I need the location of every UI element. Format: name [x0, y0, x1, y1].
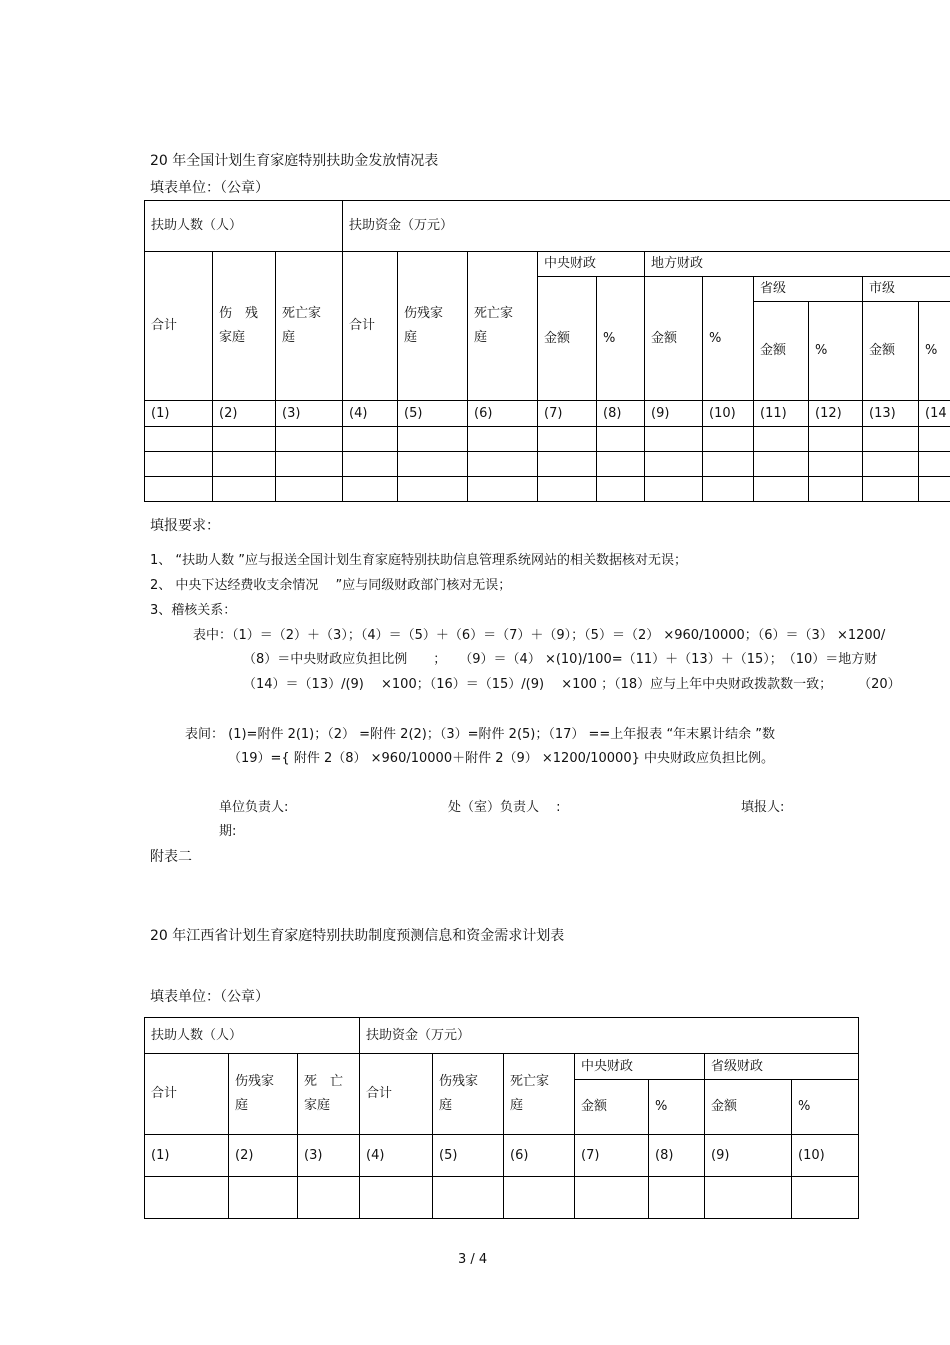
- t2-central-finance: 中央财政: [575, 1054, 705, 1080]
- t2-prov-amount: 金额: [705, 1080, 792, 1135]
- page-number: 3 / 4: [458, 1252, 488, 1267]
- t2-colnum: (9): [705, 1135, 792, 1177]
- t1-colnum: (6): [468, 401, 538, 427]
- t2-colnum: (8): [649, 1135, 705, 1177]
- formula-line-1: 表中：（1）＝（2）＋（3）；（4）＝（5）＋（6）＝（7）＋（9）；（5）＝（2） ×960/10000；（6）＝（3） ×1200/: [193, 628, 886, 643]
- t1-header-people: 扶助人数（人）: [145, 201, 343, 252]
- t1-local-amount: 金额: [645, 277, 703, 401]
- attachment-label: 附表二: [150, 849, 192, 865]
- t1-local-finance: 地方财政: [645, 252, 950, 277]
- table2-unit: 填表单位：（公章）: [150, 989, 269, 1005]
- signature-filler: 填报人:: [741, 800, 785, 815]
- t2-number-row: [145, 1135, 859, 1177]
- t2-header-people: 扶助人数（人）: [145, 1018, 360, 1054]
- table-row: [145, 477, 950, 502]
- requirement-item-1: 1、 “扶助人数 ”应与报送全国计划生育家庭特别扶助信息管理系统网站的相关数据核对无误；: [150, 553, 688, 568]
- between-line-2: （19）={ 附件 2（8） ×960/10000＋附件 2（9） ×1200/10000} 中央财政应负担比例。: [228, 751, 775, 766]
- requirement-item-3: 3、稽核关系：: [150, 603, 237, 618]
- table-row: [145, 1177, 859, 1219]
- t2-central-percent: %: [649, 1080, 705, 1135]
- t1-header-funds: 扶助资金（万元）: [343, 201, 950, 252]
- t1-colnum: (10): [703, 401, 754, 427]
- table1: [144, 200, 950, 502]
- t2-disabled-family2: 伤残家 庭: [433, 1054, 504, 1135]
- t1-colnum: (13): [863, 401, 919, 427]
- t2-prov-percent: %: [792, 1080, 859, 1135]
- table2: [144, 1017, 859, 1219]
- t1-total: 合计: [145, 252, 213, 401]
- t1-colnum: (11): [754, 401, 809, 427]
- t2-header-funds: 扶助资金（万元）: [360, 1018, 859, 1054]
- between-line-1: 表间： (1)=附件 2(1)；（2） =附件 2(2)；（3）=附件 2(5)；（17） ==上年报表 “年末累计结余 ”数: [185, 727, 776, 742]
- t1-colnum: (4): [343, 401, 398, 427]
- signature-unit-head: 单位负责人:: [219, 800, 289, 815]
- t1-death-family2: 死亡家 庭: [468, 252, 538, 401]
- requirement-item-2: 2、 中央下达经费收支余情况 ”应与同级财政部门核对无误；: [150, 578, 512, 593]
- table2-title: 20 年江西省计划生育家庭特别扶助制度预测信息和资金需求计划表: [150, 928, 565, 944]
- t2-central-amount: 金额: [575, 1080, 649, 1135]
- t2-colnum: (3): [298, 1135, 360, 1177]
- t2-total2: 合计: [360, 1054, 433, 1135]
- t1-colnum: (14: [919, 401, 950, 427]
- t1-total2: 合计: [343, 252, 398, 401]
- table-row: [145, 427, 950, 452]
- t1-colnum: (12): [809, 401, 863, 427]
- t1-disabled-family2: 伤残家 庭: [398, 252, 468, 401]
- t1-colnum: (5): [398, 401, 468, 427]
- t2-provincial-finance: 省级财政: [705, 1054, 859, 1080]
- t1-muni-percent: %: [919, 302, 950, 401]
- t1-colnum: (7): [538, 401, 597, 427]
- t2-disabled-family: 伤残家 庭: [229, 1054, 298, 1135]
- t1-local-percent: %: [703, 277, 754, 401]
- t1-colnum: (2): [213, 401, 276, 427]
- t2-colnum: (5): [433, 1135, 504, 1177]
- requirements-heading: 填报要求：: [150, 518, 220, 534]
- t2-colnum: (10): [792, 1135, 859, 1177]
- t2-death-family2: 死亡家 庭: [504, 1054, 575, 1135]
- t1-colnum: (3): [276, 401, 343, 427]
- t1-muni-amount: 金额: [863, 302, 919, 401]
- table1-title: 20 年全国计划生育家庭特别扶助金发放情况表: [150, 153, 439, 169]
- signature-date: 期:: [219, 824, 237, 839]
- t2-colnum: (6): [504, 1135, 575, 1177]
- t1-prov-amount: 金额: [754, 302, 809, 401]
- table-row: [145, 452, 950, 477]
- t2-colnum: (1): [145, 1135, 229, 1177]
- t1-central-finance: 中央财政: [538, 252, 645, 277]
- t2-death-family: 死 亡 家庭: [298, 1054, 360, 1135]
- formula-line-3: （14）＝（13）/(9) ×100；（16）＝（15）/(9) ×100 ；（18）应与上年中央财政拨款数一致； （20）: [243, 677, 901, 692]
- t1-death-family: 死亡家 庭: [276, 252, 343, 401]
- t1-prov-percent: %: [809, 302, 863, 401]
- t1-colnum: (1): [145, 401, 213, 427]
- t1-central-percent: %: [597, 277, 645, 401]
- t2-colnum: (4): [360, 1135, 433, 1177]
- t1-colnum: (8): [597, 401, 645, 427]
- t1-municipal: 市级: [863, 277, 950, 302]
- t2-total: 合计: [145, 1054, 229, 1135]
- t2-colnum: (7): [575, 1135, 649, 1177]
- table1-unit: 填表单位：（公章）: [150, 180, 269, 196]
- t1-colnum: (9): [645, 401, 703, 427]
- signature-dept-head: 处（室）负责人 :: [448, 800, 561, 815]
- t1-central-amount: 金额: [538, 277, 597, 401]
- t1-provincial: 省级: [754, 277, 863, 302]
- t2-colnum: (2): [229, 1135, 298, 1177]
- t1-disabled-family: 伤 残 家庭: [213, 252, 276, 401]
- formula-line-2: （8）＝中央财政应负担比例 ； （9）＝（4） ×(10)/100=（11）＋（13）＋（15）； （10）＝地方财: [243, 652, 878, 667]
- t1-number-row: [145, 401, 950, 427]
